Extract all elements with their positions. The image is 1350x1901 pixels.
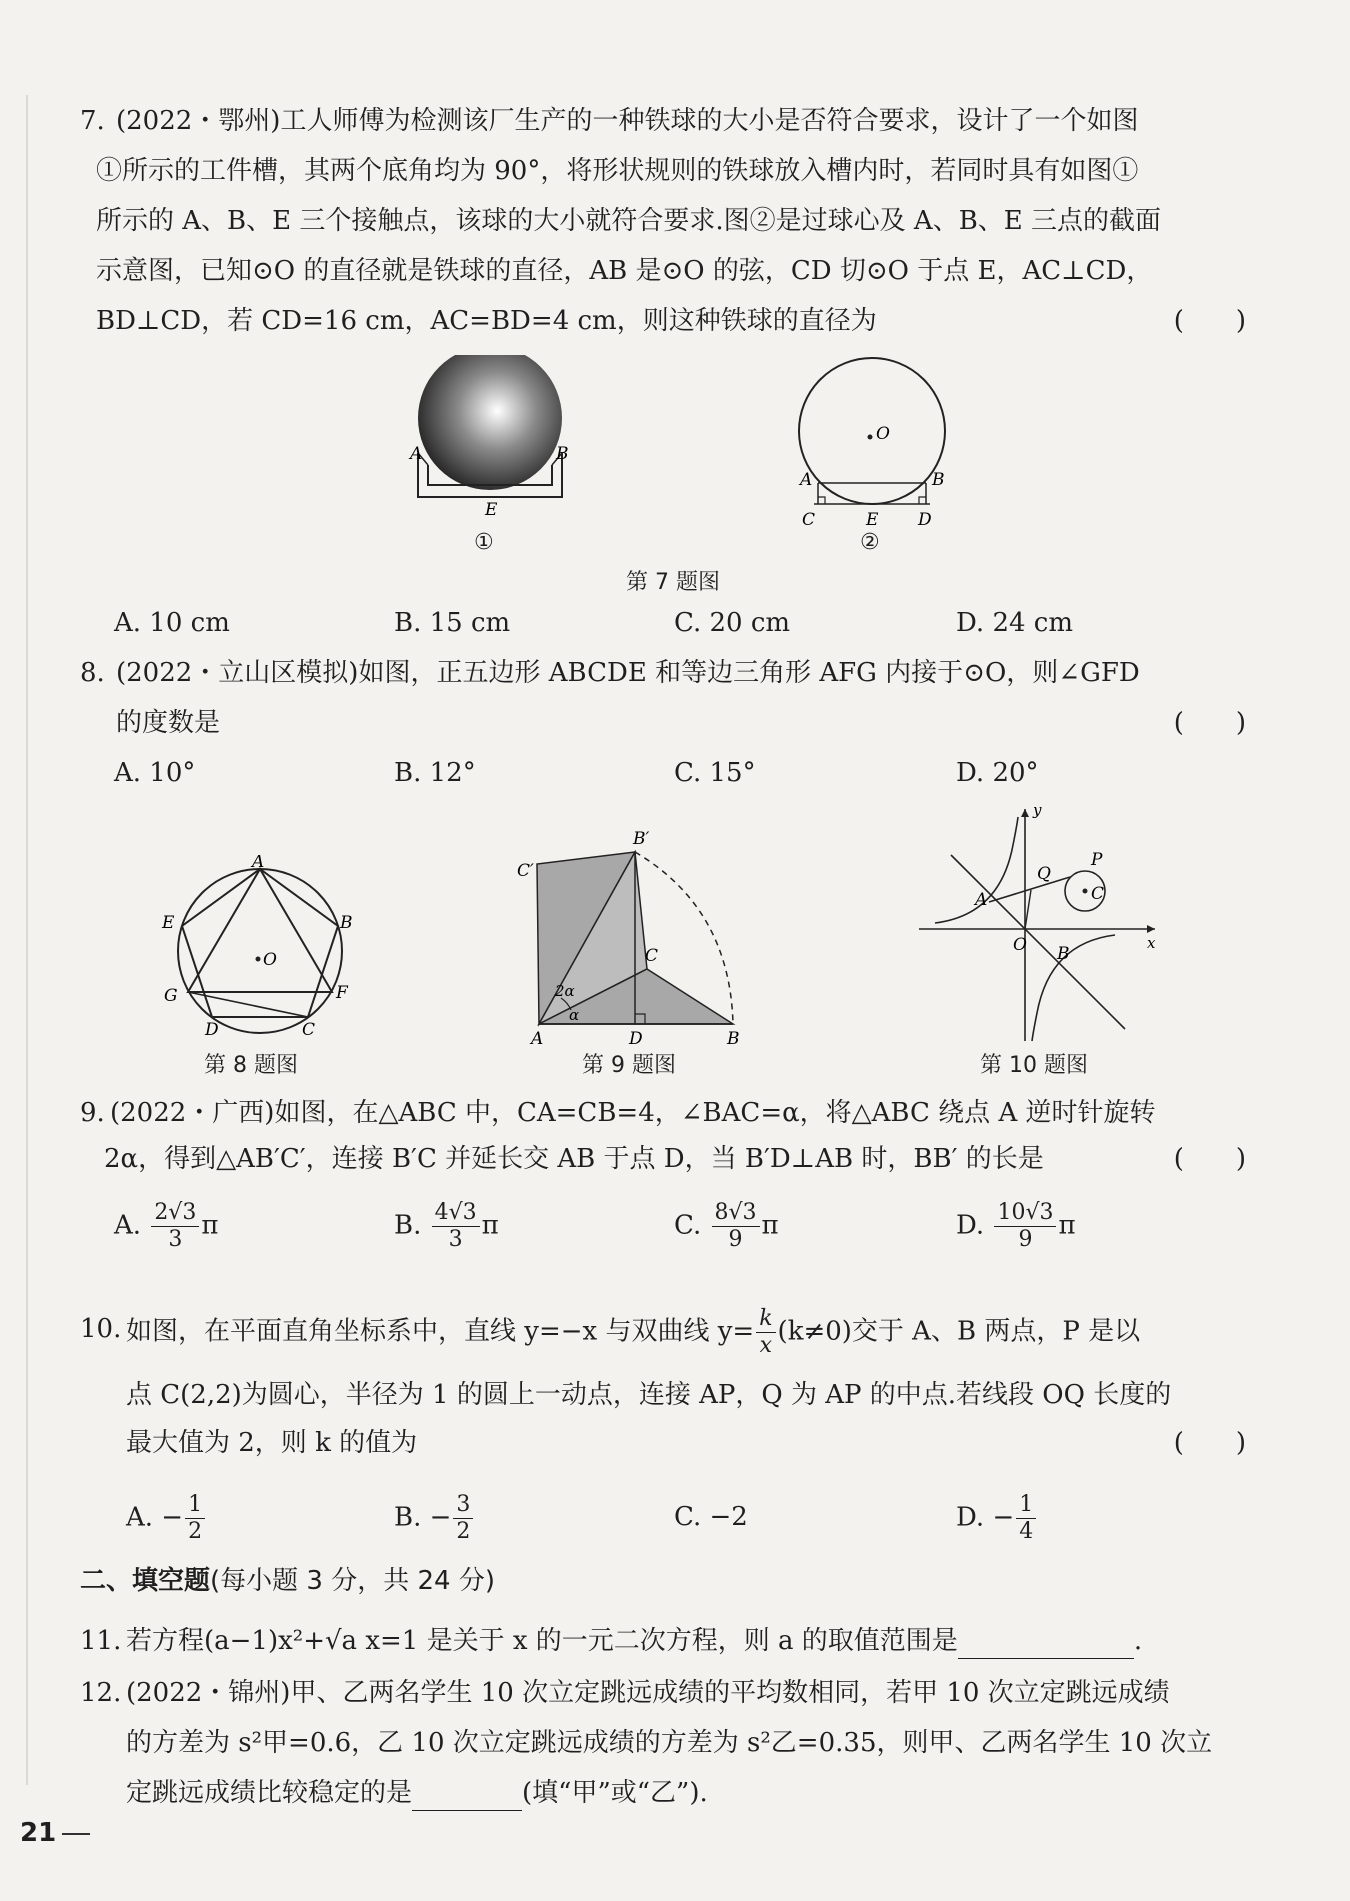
option-fraction bbox=[712, 1200, 760, 1253]
q10-fraction bbox=[756, 1306, 775, 1359]
q7-figure-caption: 第 7 题图 bbox=[626, 570, 720, 595]
q8-option-d[interactable]: D. 20° bbox=[956, 758, 1039, 788]
denominator: 2 bbox=[456, 1519, 471, 1544]
q8-number: 8. bbox=[80, 658, 105, 688]
option-label: A. bbox=[114, 1210, 142, 1241]
numerator: 4√3 bbox=[432, 1200, 480, 1227]
q12-line-2: 的方差为 s²甲=0.6，乙 10 次立定跳远成绩的方差为 s²乙=0.35，则甲、乙两名学生 10 次立 bbox=[126, 1728, 1213, 1758]
margin-line bbox=[26, 95, 28, 1785]
q10-answer-paren: ( ) bbox=[1173, 1428, 1246, 1458]
svg-text:D: D bbox=[629, 1029, 643, 1048]
q11-text: 若方程(a−1)x²+√a x=1 是关于 x 的一元二次方程，则 a 的取值范围是 bbox=[126, 1626, 958, 1656]
q7-option-d[interactable]: D. 24 cm bbox=[956, 608, 1074, 638]
denominator: 9 bbox=[728, 1227, 743, 1252]
q7-option-a[interactable]: A. 10 cm bbox=[114, 608, 230, 638]
q10-line-1 bbox=[126, 1306, 1256, 1359]
numerator: 3 bbox=[453, 1492, 473, 1519]
svg-text:A: A bbox=[531, 1029, 544, 1048]
denominator: x bbox=[759, 1333, 773, 1358]
q10-number: 10. bbox=[80, 1314, 122, 1344]
svg-text:Q: Q bbox=[1037, 864, 1051, 884]
denominator: 3 bbox=[168, 1227, 183, 1252]
q10-line-1-start: 如图，在平面直角坐标系中，直线 y=−x 与双曲线 y= bbox=[126, 1316, 755, 1347]
q9-figure-caption: 第 9 题图 bbox=[582, 1053, 676, 1078]
option-tail: π bbox=[1058, 1210, 1076, 1241]
svg-text:D: D bbox=[918, 510, 932, 530]
svg-text:B: B bbox=[932, 470, 945, 490]
denominator: 9 bbox=[1018, 1227, 1033, 1252]
q9-option-b[interactable] bbox=[394, 1200, 499, 1253]
q12-line-3-tail: (填“甲”或“乙”). bbox=[522, 1778, 708, 1808]
q9-number: 9. bbox=[80, 1098, 105, 1128]
page-number: 21 bbox=[20, 1818, 57, 1848]
q7-line-3: 所示的 A、B、E 三个接触点，该球的大小就符合要求.图②是过球心及 A、B、E 三点的截面 bbox=[96, 206, 1162, 236]
numerator: 1 bbox=[185, 1492, 205, 1519]
q7-figure-2 bbox=[790, 355, 960, 530]
svg-text:C: C bbox=[645, 946, 659, 966]
svg-text:y: y bbox=[1033, 805, 1042, 819]
q10-figure bbox=[915, 805, 1165, 1045]
q7-option-b[interactable]: B. 15 cm bbox=[394, 608, 511, 638]
option-label: D. − bbox=[956, 1502, 1015, 1533]
numerator: 10√3 bbox=[994, 1200, 1056, 1227]
option-label: A. − bbox=[126, 1502, 184, 1533]
q11-number: 11. bbox=[80, 1626, 122, 1656]
option-fraction bbox=[151, 1200, 199, 1253]
svg-text:B: B bbox=[340, 913, 353, 933]
svg-text:P: P bbox=[1091, 850, 1103, 870]
svg-text:O: O bbox=[876, 424, 890, 444]
q11-line bbox=[126, 1624, 1256, 1659]
q11-end: . bbox=[1133, 1626, 1143, 1656]
q9-answer-paren: ( ) bbox=[1173, 1144, 1246, 1174]
denominator: 4 bbox=[1019, 1519, 1034, 1544]
q10-option-b[interactable] bbox=[394, 1492, 475, 1545]
svg-text:G: G bbox=[164, 986, 178, 1006]
q9-option-a[interactable] bbox=[114, 1200, 218, 1253]
option-label: C. bbox=[674, 1210, 702, 1241]
numerator: 1 bbox=[1016, 1492, 1036, 1519]
q8-line-2: 的度数是 bbox=[116, 708, 221, 738]
q10-figure-caption: 第 10 题图 bbox=[980, 1053, 1088, 1078]
svg-text:D: D bbox=[205, 1020, 219, 1040]
q8-line-1: (2022・立山区模拟)如图，正五边形 ABCDE 和等边三角形 AFG 内接于⊙O，则∠GFD bbox=[116, 658, 1140, 688]
svg-text:α: α bbox=[569, 1006, 580, 1024]
q10-line-2: 点 C(2,2)为圆心，半径为 1 的圆上一动点，连接 AP，Q 为 AP 的中点.若线段 OQ 长度的 bbox=[126, 1380, 1172, 1410]
q9-option-d[interactable] bbox=[956, 1200, 1076, 1253]
svg-text:O: O bbox=[1013, 935, 1027, 955]
svg-text:A: A bbox=[975, 890, 988, 910]
q12-line-1: (2022・锦州)甲、乙两名学生 10 次立定跳远成绩的平均数相同，若甲 10 次立定跳远成绩 bbox=[126, 1678, 1170, 1708]
iron-ball bbox=[418, 355, 562, 490]
q8-option-a[interactable]: A. 10° bbox=[114, 758, 196, 788]
option-fraction bbox=[432, 1200, 480, 1253]
svg-text:C: C bbox=[1091, 884, 1105, 904]
q12-line-3 bbox=[126, 1776, 1256, 1811]
svg-text:A: A bbox=[800, 470, 813, 490]
option-label: D. bbox=[956, 1210, 985, 1241]
svg-text:2α: 2α bbox=[555, 982, 575, 1000]
q9-option-c[interactable] bbox=[674, 1200, 779, 1253]
q7-figure-2-label: ② bbox=[860, 530, 880, 555]
svg-text:B′: B′ bbox=[633, 829, 650, 849]
q12-answer-blank[interactable] bbox=[412, 1776, 522, 1811]
option-fraction bbox=[185, 1492, 205, 1545]
q11-answer-blank[interactable] bbox=[958, 1624, 1134, 1659]
section-2-title: 二、填空题 bbox=[80, 1566, 211, 1596]
svg-text:B: B bbox=[727, 1029, 740, 1048]
numerator: 2√3 bbox=[151, 1200, 199, 1227]
option-fraction bbox=[1016, 1492, 1036, 1545]
q12-number: 12. bbox=[80, 1678, 122, 1708]
q7-line-5: BD⊥CD，若 CD=16 cm，AC=BD=4 cm，则这种铁球的直径为 bbox=[96, 306, 877, 336]
q9-line-1: (2022・广西)如图，在△ABC 中，CA=CB=4，∠BAC=α，将△ABC 绕点 A 逆时针旋转 bbox=[110, 1098, 1156, 1128]
option-fraction bbox=[994, 1200, 1056, 1253]
q8-option-b[interactable]: B. 12° bbox=[394, 758, 476, 788]
q10-line-1-end: (k≠0)交于 A、B 两点，P 是以 bbox=[777, 1316, 1141, 1347]
svg-text:C′: C′ bbox=[517, 861, 534, 881]
q8-answer-paren: ( ) bbox=[1173, 708, 1246, 738]
q7-line-1: (2022・鄂州)工人师傅为检测该厂生产的一种铁球的大小是否符合要求，设计了一个如图 bbox=[116, 106, 1139, 136]
q7-option-c[interactable]: C. 20 cm bbox=[674, 608, 791, 638]
svg-text:O: O bbox=[263, 950, 277, 970]
svg-text:E: E bbox=[485, 500, 498, 515]
q7-line-4: 示意图，已知⊙O 的直径就是铁球的直径，AB 是⊙O 的弦，CD 切⊙O 于点 E，AC⊥CD， bbox=[96, 256, 1153, 286]
section-2-heading bbox=[80, 1564, 495, 1598]
svg-text:x: x bbox=[1147, 934, 1156, 952]
section-2-note: (每小题 3 分，共 24 分) bbox=[210, 1566, 495, 1596]
q12-line-3-text: 定跳远成绩比较稳定的是 bbox=[126, 1778, 413, 1808]
svg-text:E: E bbox=[866, 510, 879, 530]
q9-line-2: 2α，得到△AB′C′，连接 B′C 并延长交 AB 于点 D，当 B′D⊥AB 时，BB′ 的长是 bbox=[104, 1144, 1044, 1174]
q7-figure-1 bbox=[400, 355, 580, 515]
q10-line-3: 最大值为 2，则 k 的值为 bbox=[126, 1428, 418, 1458]
q10-option-d[interactable] bbox=[956, 1492, 1038, 1545]
q7-line-2: ①所示的工件槽，其两个底角均为 90°，将形状规则的铁球放入槽内时，若同时具有如图① bbox=[96, 156, 1139, 186]
svg-text:C: C bbox=[802, 510, 816, 530]
option-label: B. bbox=[394, 1210, 422, 1241]
denominator: 3 bbox=[448, 1227, 463, 1252]
page-number-dash bbox=[62, 1833, 90, 1835]
q7-figure-1-label: ① bbox=[474, 530, 494, 555]
q8-option-c[interactable]: C. 15° bbox=[674, 758, 756, 788]
q10-option-a[interactable] bbox=[126, 1492, 207, 1545]
option-tail: π bbox=[481, 1210, 499, 1241]
option-label: B. − bbox=[394, 1502, 452, 1533]
svg-text:A: A bbox=[252, 855, 265, 872]
svg-text:F: F bbox=[336, 983, 348, 1003]
q8-figure-caption: 第 8 题图 bbox=[204, 1053, 298, 1078]
q10-option-c[interactable]: C. −2 bbox=[674, 1502, 748, 1532]
option-tail: π bbox=[201, 1210, 219, 1241]
q8-figure bbox=[160, 855, 360, 1045]
q9-figure bbox=[515, 828, 745, 1048]
svg-text:B: B bbox=[556, 444, 569, 464]
svg-text:E: E bbox=[162, 913, 175, 933]
option-fraction bbox=[453, 1492, 473, 1545]
option-tail: π bbox=[761, 1210, 779, 1241]
numerator: 8√3 bbox=[712, 1200, 760, 1227]
q7-number: 7. bbox=[80, 106, 105, 136]
svg-text:A: A bbox=[410, 444, 423, 464]
svg-text:B: B bbox=[1057, 944, 1070, 964]
q7-answer-paren: ( ) bbox=[1173, 306, 1246, 336]
denominator: 2 bbox=[188, 1519, 203, 1544]
numerator: k bbox=[756, 1306, 775, 1333]
svg-text:C: C bbox=[302, 1020, 316, 1040]
